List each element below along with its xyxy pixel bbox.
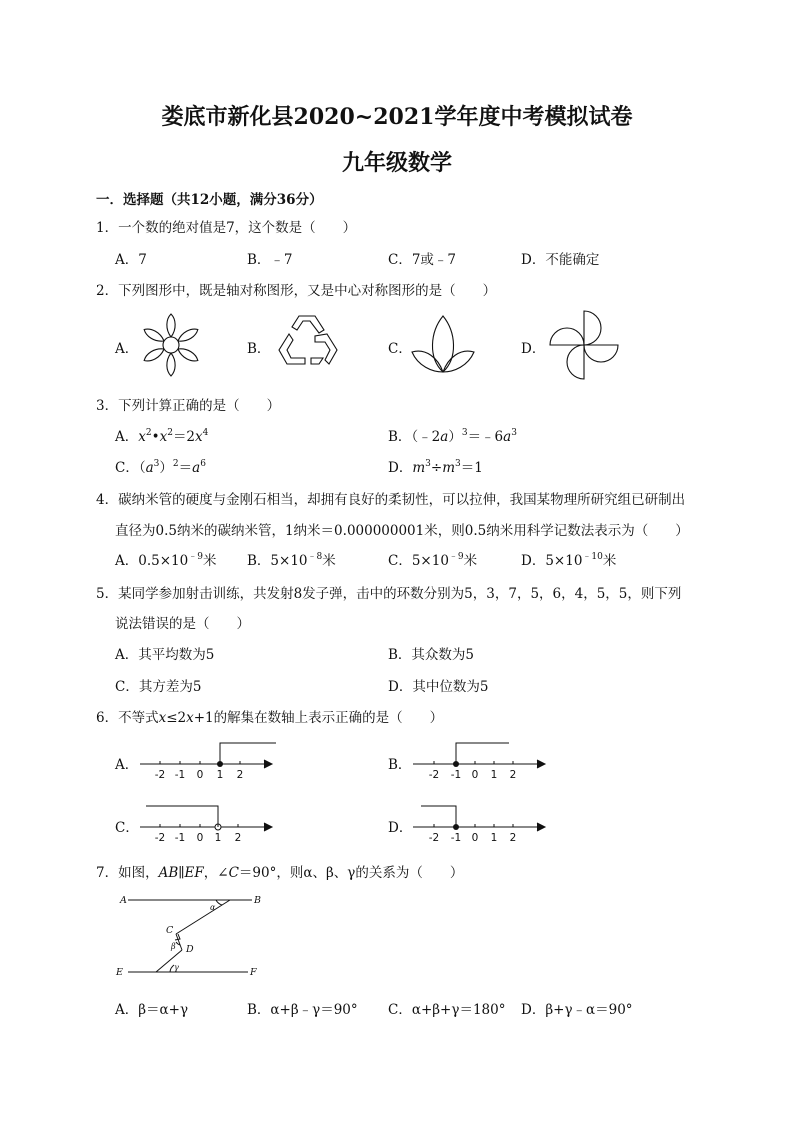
question-number: 5． bbox=[96, 586, 119, 602]
question-number: 2． bbox=[96, 283, 119, 299]
question-number: 1． bbox=[96, 220, 119, 236]
question-7: 7．如图，AB∥EF，∠C＝90°，则α、β、γ的关系为（ ） bbox=[96, 865, 464, 881]
q1-option-d: D．不能确定 bbox=[521, 252, 600, 268]
label-gamma: γ bbox=[174, 963, 179, 972]
q7-option-b: B．α+β﹣γ＝90° bbox=[247, 1002, 358, 1018]
parallel-lines-figure bbox=[112, 890, 272, 990]
q4-option-c: C．$5\times 10^{﹣9}$米 bbox=[388, 552, 478, 569]
question-text: 某同学参加射击训练，共发射8发子弹，击中的环数分别为5，3，7，5，6，4，5，5，则下列 bbox=[118, 586, 682, 602]
question-number: 4． bbox=[96, 492, 119, 508]
recycle-figure bbox=[275, 312, 341, 374]
lotus-figure bbox=[408, 310, 478, 376]
q2-option-a: A． bbox=[115, 341, 139, 357]
section-heading: 一．选择题（共12小题，满分36分） bbox=[96, 192, 323, 208]
tick-label: 0 bbox=[471, 832, 479, 844]
q7-option-c: C．α+β+γ＝180° bbox=[388, 1002, 506, 1018]
question-3 bbox=[96, 394, 280, 414]
q5-option-c: C．其方差为5 bbox=[115, 679, 202, 695]
number-line-b bbox=[403, 738, 553, 780]
tick-label: -2 bbox=[154, 832, 166, 844]
question-5 bbox=[96, 582, 681, 602]
label-c: C bbox=[166, 925, 174, 936]
label-d: D bbox=[186, 944, 194, 955]
tick-label: -2 bbox=[154, 769, 166, 781]
label-a: A bbox=[120, 895, 127, 906]
q5-option-b: B．其众数为5 bbox=[388, 647, 475, 663]
tick-label: 1 bbox=[214, 832, 222, 844]
exam-subtitle: 九年级数学 bbox=[341, 150, 452, 176]
label-beta: β bbox=[171, 942, 176, 951]
q3-option-a: A．$x^2•x^2=2x^4$ bbox=[115, 428, 209, 445]
tick-label: -2 bbox=[428, 769, 440, 781]
q5-option-a: A．其平均数为5 bbox=[115, 647, 215, 663]
tick-label: -1 bbox=[450, 769, 462, 781]
question-text: 下列计算正确的是（ ） bbox=[118, 398, 281, 414]
question-1 bbox=[96, 216, 356, 236]
tick-label: -2 bbox=[428, 832, 440, 844]
question-6: 6．不等式x≤2x+1的解集在数轴上表示正确的是（ ） bbox=[96, 710, 444, 726]
q6-option-a: A． bbox=[115, 757, 139, 773]
q4-option-d: D．$5\times 10^{﹣10}$米 bbox=[521, 552, 617, 569]
q2-option-c: C． bbox=[388, 341, 412, 357]
tick-label: 2 bbox=[234, 832, 242, 844]
label-e: E bbox=[116, 967, 123, 978]
q4-option-b: B．$5\times 10^{﹣8}$米 bbox=[247, 552, 336, 569]
q1-option-a: A．7 bbox=[115, 252, 147, 268]
tick-label: -1 bbox=[450, 832, 462, 844]
number-line-a bbox=[130, 738, 280, 780]
q3-option-c: C．$(a^3)^2=a^6$ bbox=[115, 459, 206, 476]
number-line-c bbox=[130, 801, 280, 843]
tick-label: 2 bbox=[509, 769, 517, 781]
pinwheel-figure bbox=[548, 310, 620, 380]
q1-option-c: C．7或﹣7 bbox=[388, 252, 457, 268]
q4-option-a: A．$0.5\times 10^{﹣9}$米 bbox=[115, 552, 217, 569]
q3-option-b: B．$(﹣2a)^3=﹣6a^3$ bbox=[388, 428, 517, 445]
q3-option-d: D．$m^3\div m^3=1$ bbox=[388, 459, 483, 476]
tick-label: -1 bbox=[174, 832, 186, 844]
label-f: F bbox=[250, 967, 257, 978]
label-alpha: α bbox=[210, 903, 216, 912]
question-number: 3． bbox=[96, 398, 119, 414]
tick-label: 0 bbox=[471, 769, 479, 781]
label-b: B bbox=[254, 895, 261, 906]
tick-label: 0 bbox=[196, 832, 204, 844]
question-4-cont: 直径为0.5纳米的碳纳米管，1纳米＝0.000000001米，则0.5纳米用科学记数法表示为（ ） bbox=[115, 523, 689, 539]
q7-option-d: D．β+γ﹣α＝90° bbox=[521, 1002, 633, 1018]
q6-option-d: D． bbox=[388, 820, 413, 836]
tick-label: 1 bbox=[490, 832, 498, 844]
tick-label: -1 bbox=[174, 769, 186, 781]
number-line-d bbox=[403, 801, 553, 843]
question-4 bbox=[96, 488, 685, 508]
tick-label: 1 bbox=[216, 769, 224, 781]
question-text: 一个数的绝对值是7，这个数是（ ） bbox=[118, 220, 357, 236]
q2-option-d: D． bbox=[521, 341, 546, 357]
q1-option-b: B．﹣7 bbox=[247, 252, 293, 268]
q6-option-c: C． bbox=[115, 820, 139, 836]
tick-label: 2 bbox=[236, 769, 244, 781]
question-5-cont: 说法错误的是（ ） bbox=[115, 616, 250, 632]
tick-label: 2 bbox=[509, 832, 517, 844]
q6-option-b: B． bbox=[388, 757, 412, 773]
question-2 bbox=[96, 279, 496, 299]
question-text: 碳纳米管的硬度与金刚石相当，却拥有良好的柔韧性，可以拉伸，我国某物理所研究组已研制出 bbox=[118, 492, 686, 508]
tick-label: 0 bbox=[196, 769, 204, 781]
exam-title: 娄底市新化县2020~2021学年度中考模拟试卷 bbox=[161, 104, 633, 130]
q5-option-d: D．其中位数为5 bbox=[388, 679, 489, 695]
flower-figure bbox=[138, 312, 204, 378]
q7-option-a: A．β＝α+γ bbox=[115, 1002, 189, 1018]
tick-label: 1 bbox=[490, 769, 498, 781]
q2-option-b: B． bbox=[247, 341, 271, 357]
question-text: 下列图形中，既是轴对称图形，又是中心对称图形的是（ ） bbox=[118, 283, 497, 299]
